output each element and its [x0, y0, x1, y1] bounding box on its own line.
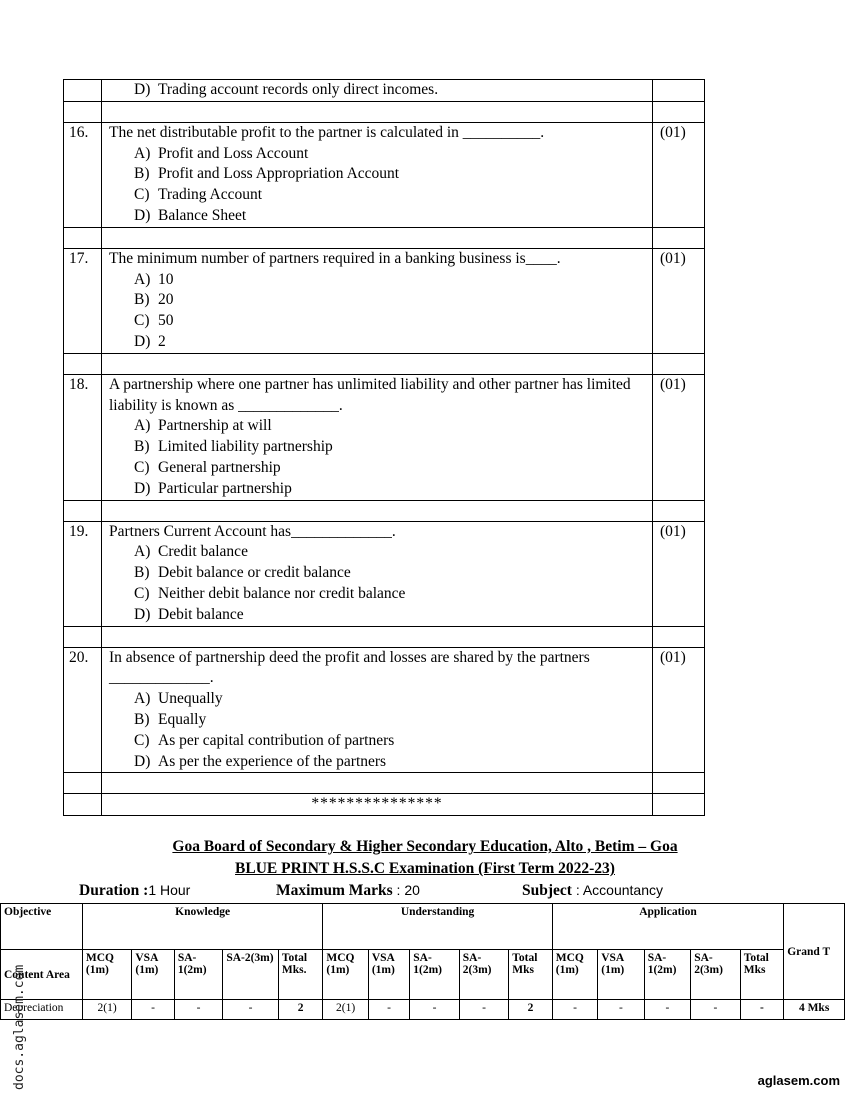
spacer-row [64, 101, 705, 122]
cell: - [552, 1000, 597, 1020]
option: B) Debit balance or credit balance [134, 564, 351, 582]
duration: Duration :1 Hour [79, 882, 191, 899]
cell: - [174, 1000, 223, 1020]
column-header: SA-1(2m) [644, 950, 690, 1000]
option: D) 2 [134, 332, 166, 350]
cell: 2 [509, 1000, 552, 1020]
option: D) Debit balance [134, 605, 244, 623]
max-marks: Maximum Marks : 20 [276, 882, 420, 899]
option: C) 50 [134, 312, 174, 330]
blueprint-header-row [1, 904, 845, 950]
option: B) Profit and Loss Appropriation Account [134, 165, 400, 183]
grand-total: 4 Mks [784, 1000, 845, 1020]
option: C) General partnership [134, 458, 281, 476]
questions-table [63, 79, 705, 816]
blueprint-subheader-row [1, 950, 845, 1000]
spacer-row [64, 500, 705, 521]
option: D) Balance Sheet [134, 206, 247, 224]
question-row [64, 521, 705, 626]
cell: - [410, 1000, 460, 1020]
option: B) Equally [134, 710, 207, 728]
knowledge-header: Knowledge [82, 904, 323, 950]
spacer-row [64, 227, 705, 248]
cell: 2(1) [323, 1000, 368, 1020]
question-number: 17. [64, 248, 102, 353]
marks: (01) [653, 521, 705, 626]
column-header: Total Mks [740, 950, 784, 1000]
question-number: 16. [64, 122, 102, 227]
brand-logo: aglasem.com [757, 1073, 840, 1088]
application-header: Application [552, 904, 783, 950]
option: A) Profit and Loss Account [134, 144, 309, 162]
cell: - [740, 1000, 784, 1020]
cell: - [223, 1000, 279, 1020]
cell: 2(1) [82, 1000, 132, 1020]
option: A) Unequally [134, 690, 223, 708]
spacer-row [64, 626, 705, 647]
marks: (01) [653, 122, 705, 227]
option: B) 20 [134, 291, 174, 309]
option: A) Partnership at will [134, 417, 272, 435]
cell: - [459, 1000, 509, 1020]
blueprint-table [0, 903, 845, 1020]
cell: - [598, 1000, 644, 1020]
marks: (01) [653, 248, 705, 353]
question-row [64, 374, 705, 500]
option: A) 10 [134, 270, 174, 288]
column-header: SA-2(3m) [223, 950, 279, 1000]
column-header: MCQ (1m) [552, 950, 597, 1000]
cell: - [368, 1000, 409, 1020]
column-header: Total Mks. [278, 950, 322, 1000]
blueprint-row [1, 1000, 845, 1020]
spacer-row [64, 773, 705, 794]
column-header: Total Mks [509, 950, 552, 1000]
column-header: MCQ (1m) [323, 950, 368, 1000]
question-stem: The net distributable profit to the partner is calculated in __________. [109, 123, 545, 141]
cell: 2 [278, 1000, 322, 1020]
question-number: 20. [64, 647, 102, 773]
question-row [64, 248, 705, 353]
question-row [64, 647, 705, 773]
option: C) Trading Account [134, 186, 263, 204]
question-number: 19. [64, 521, 102, 626]
prev-option-row [64, 80, 705, 102]
spacer-row [64, 353, 705, 374]
objective-header: Objective [1, 904, 83, 950]
question-stem: Partners Current Account has_____________. [109, 522, 396, 540]
question-number: 18. [64, 374, 102, 500]
marks: (01) [653, 374, 705, 500]
cell: - [132, 1000, 174, 1020]
column-header: MCQ (1m) [82, 950, 132, 1000]
column-header: SA-1(2m) [410, 950, 460, 1000]
option-d: D) Trading account records only direct incomes. [134, 81, 439, 98]
content-area: Depreciation [1, 1000, 83, 1020]
column-header: SA-1(2m) [174, 950, 223, 1000]
subject: Subject : Accountancy [522, 882, 663, 899]
question-stem: The minimum number of partners required in a banking business is____. [109, 249, 561, 267]
option: C) Neither debit balance nor credit balance [134, 584, 406, 602]
content-area-header: Content Area [1, 950, 83, 1000]
column-header: VSA (1m) [598, 950, 644, 1000]
grand-total-header: Grand T [784, 904, 845, 1000]
option: B) Limited liability partnership [134, 438, 333, 456]
question-stem: A partnership where one partner has unlimited liability and other partner has limited liability is known as _____________. [109, 375, 631, 414]
blueprint-title: BLUE PRINT H.S.S.C Examination (First Term 2022-23) [235, 860, 615, 877]
column-header: VSA (1m) [132, 950, 174, 1000]
understanding-header: Understanding [323, 904, 552, 950]
marks: (01) [653, 647, 705, 773]
option: D) Particular partnership [134, 479, 292, 497]
column-header: SA-2(3m) [459, 950, 509, 1000]
column-header: SA-2(3m) [691, 950, 741, 1000]
end-marker: *************** [102, 794, 653, 816]
question-stem: In absence of partnership deed the profit and losses are shared by the partners _____________. [109, 648, 590, 687]
cell: - [644, 1000, 690, 1020]
option: C) As per capital contribution of partners [134, 731, 395, 749]
column-header: VSA (1m) [368, 950, 409, 1000]
watermark: docs.aglasem.com [12, 964, 27, 1090]
option: D) As per the experience of the partners [134, 752, 387, 770]
end-row [64, 794, 705, 816]
cell: - [691, 1000, 741, 1020]
board-title: Goa Board of Secondary & Higher Secondary Education, Alto , Betim – Goa [172, 838, 678, 855]
option: A) Credit balance [134, 543, 248, 561]
question-row [64, 122, 705, 227]
